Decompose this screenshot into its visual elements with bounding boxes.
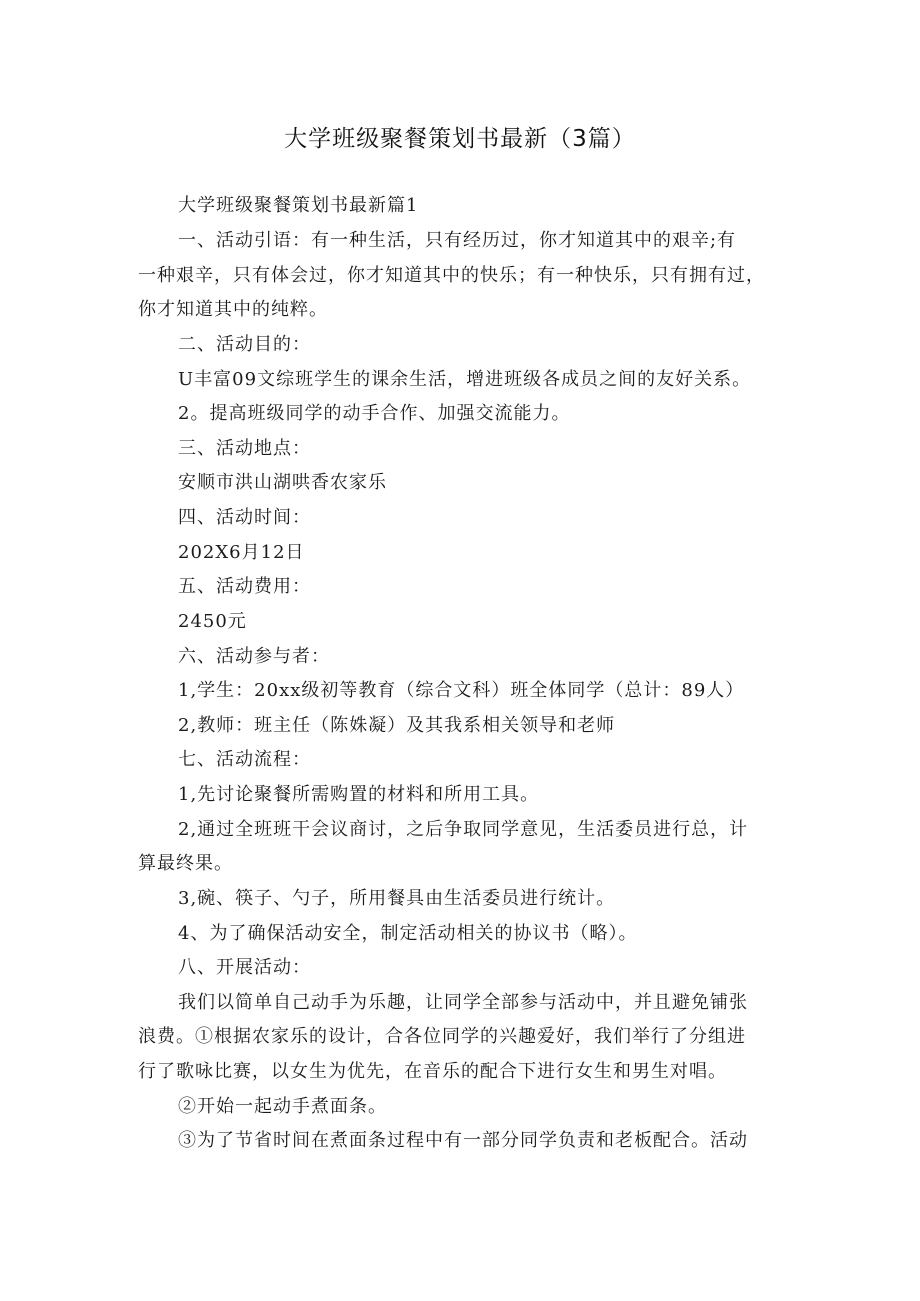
paragraph-line: U丰富09文综班学生的课余生活，增进班级各成员之间的友好关系。 [178, 369, 752, 390]
paragraph-line: 浪费。①根据农家乐的设计，合各位同学的兴趣爱好，我们举行了分组进 [138, 1026, 746, 1047]
paragraph-line: 一、活动引语：有一种生活，只有经历过，你才知道其中的艰辛;有 [178, 230, 737, 251]
section-heading: 七、活动流程： [178, 749, 311, 770]
paragraph-line: ②开始一起动手煮面条。 [178, 1096, 387, 1117]
paragraph-line: 2,通过全班班干会议商讨，之后争取同学意见，生活委员进行总，计 [178, 819, 749, 840]
paragraph-line: 4、为了确保活动安全，制定活动相关的协议书（略）。 [178, 923, 638, 944]
section-heading: 五、活动费用： [178, 576, 311, 597]
paragraph-line: 3,碗、筷子、勺子，所用餐具由生活委员进行统计。 [178, 888, 616, 909]
paragraph-line: 算最终果。 [138, 853, 233, 874]
subheading-part-1: 大学班级聚餐策划书最新篇1 [178, 195, 419, 216]
paragraph-line: 2,教师：班主任（陈姝凝）及其我系相关领导和老师 [178, 715, 616, 736]
section-heading: 四、活动时间： [178, 507, 311, 528]
paragraph-line: 我们以简单自己动手为乐趣，让同学全部参与活动中，并且避免铺张 [178, 992, 748, 1013]
paragraph-line: 202X6月12日 [178, 542, 305, 563]
paragraph-line: 1,学生：20xx级初等教育（综合文科）班全体同学（总计：89人） [178, 680, 745, 701]
paragraph-line: 1,先讨论聚餐所需购置的材料和所用工具。 [178, 784, 540, 805]
document-title: 大学班级聚餐策划书最新（3篇） [284, 126, 636, 152]
paragraph-line: 2。提高班级同学的动手合作、加强交流能力。 [178, 403, 571, 424]
paragraph-line: ③为了节省时间在煮面条过程中有一部分同学负责和老板配合。活动 [178, 1130, 748, 1151]
paragraph-line: 安顺市洪山湖哄香农家乐 [178, 472, 387, 493]
section-heading: 三、活动地点： [178, 438, 311, 459]
section-heading: 六、活动参与者： [178, 646, 330, 667]
paragraph-line: 一种艰辛，只有体会过，你才知道其中的快乐；有一种快乐，只有拥有过， [138, 265, 765, 286]
paragraph-line: 你才知道其中的纯粹。 [138, 299, 328, 320]
paragraph-line: 2450元 [178, 611, 247, 632]
section-heading: 二、活动目的： [178, 334, 311, 355]
paragraph-line: 行了歌咏比赛，以女生为优先，在音乐的配合下进行女生和男生对唱。 [138, 1061, 727, 1082]
section-heading: 八、开展活动： [178, 957, 311, 978]
